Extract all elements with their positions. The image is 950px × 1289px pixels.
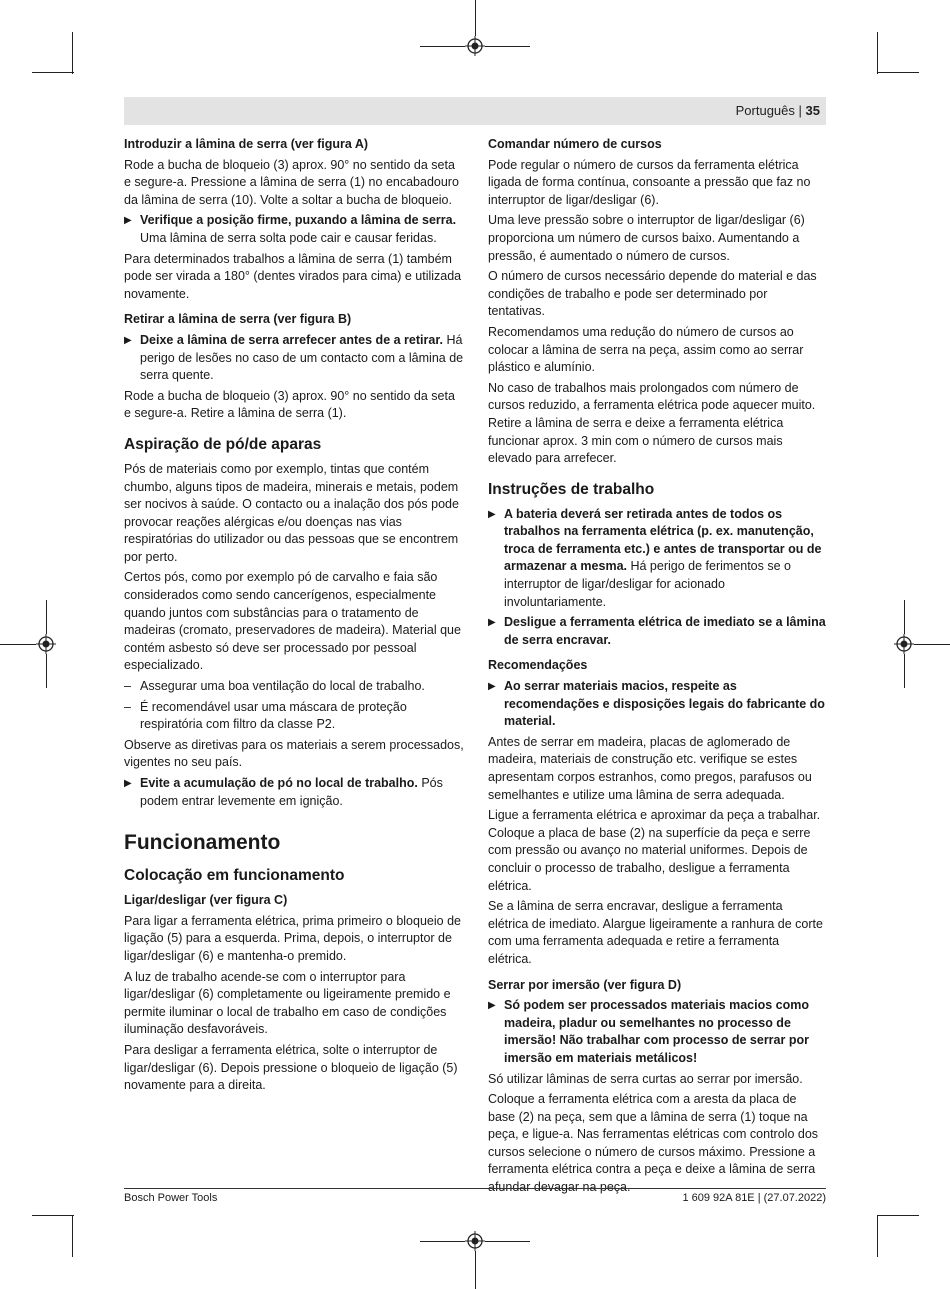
heading-starting-operation: Colocação em funcionamento <box>124 867 345 885</box>
crop-mark <box>72 32 73 74</box>
paragraph: Para determinados trabalhos a lâmina de serra (1) também pode ser virada a 180° (dentes virados para cima) e utilizada novamente. <box>124 251 462 301</box>
warning-item <box>124 212 464 247</box>
heading-working-advice: Instruções de trabalho <box>488 480 655 498</box>
subheading-on-off: Ligar/desligar (ver figura C) <box>124 893 288 908</box>
warning-item <box>488 997 826 1067</box>
triangle-bullet-icon: ▶ <box>488 508 496 520</box>
paragraph: Pode regular o número de cursos da ferramenta elétrica ligada de forma contínua, consoante a pressão que faz no interruptor de ligar/desligar (6). <box>488 157 811 207</box>
crop-mark <box>877 1215 878 1257</box>
paragraph: Recomendamos uma redução do número de cursos ao colocar a lâmina de serra na peça, assim como ao serrar plástico e alumínio. <box>488 324 804 375</box>
footer-rule <box>124 1188 826 1189</box>
paragraph: Coloque a ferramenta elétrica com a aresta da placa de base (2) na peça, sem que a lâmina de serra (1) toque na peça, e ligue-a. Nas ferramentas elétricas com controlo dos cursos selecione o número de cursos máximo. Pressione a ferramenta elétrica contra a peça e deixe a lâmina de serra <box>488 1092 819 1177</box>
warning-bold: Verifique a posição firme, puxando a lâmina de serra. <box>140 213 457 228</box>
paragraph: Ligue a ferramenta elétrica e aproximar da peça a trabalhar. Coloque a placa de base (2) na superfície da peça e serre com pressão ou avanço no material uniformes. Depois de concluir o processo de trabalho, desligue a ferramenta elétrica. <box>488 808 821 893</box>
paragraph: Pós de materiais como por exemplo, tintas que contém chumbo, alguns tipos de madeira, minerais e metais, podem ser nocivos à saúde. O contacto ou a inalação dos pós pode provocar reações alérgicas e/ou doenças nas vias respiratórias do utilizador ou das pessoas que se encontrem por perto. <box>124 461 459 564</box>
crop-mark <box>914 644 950 645</box>
registration-mark-icon <box>894 634 914 654</box>
page-header <box>124 97 826 125</box>
subheading-remove-blade: Retirar a lâmina de serra (ver figura B) <box>124 312 352 327</box>
left-column <box>124 136 464 1098</box>
warning-bold: Desligue a ferramenta elétrica de imediato se a lâmina de serra encravar. <box>504 615 826 647</box>
paragraph: Se a lâmina de serra encravar, desligue a ferramenta elétrica de imediato. Alargue ligeiramente a ranhura de corte com uma ferramenta adequada e retire a ferramenta elétrica. <box>488 899 823 966</box>
crop-mark <box>475 1251 476 1289</box>
crop-mark <box>485 1241 530 1242</box>
dash-item-text: Assegurar uma boa ventilação do local de trabalho. <box>140 679 425 694</box>
paragraph: Antes de serrar em madeira, placas de aglomerado de madeira, materiais de construção etc. verifique se estes apresentam corpos estranhos, como pregos, parafusos ou semelhantes e utilize uma lâmina de serra adequada. <box>488 734 812 802</box>
registration-mark-icon <box>36 634 56 654</box>
crop-mark <box>46 600 47 634</box>
warning-text: Uma lâmina de serra solta pode cair e causar feridas. <box>140 230 437 245</box>
subheading-insert-blade: Introduzir a lâmina de serra (ver figura A) <box>124 137 369 151</box>
crop-mark <box>877 1215 919 1216</box>
subheading-plunge-cutting: Serrar por imersão (ver figura D) <box>488 977 682 992</box>
warning-item <box>488 614 826 649</box>
crop-mark <box>46 654 47 688</box>
paragraph: Certos pós, como por exemplo pó de carvalho e faia são considerados como sendo cancerígenos, especialmente quando juntos com substâncias para o tratamento de madeiras (cromato, preservadores de madeira). Material que contém asbesto só deve ser processado por pessoal especializado. <box>124 570 461 673</box>
crop-mark <box>877 32 878 74</box>
crop-mark <box>904 654 905 688</box>
registration-mark-icon <box>465 1231 485 1251</box>
triangle-bullet-icon: ▶ <box>488 1000 496 1012</box>
warning-bold: Só podem ser processados materiais macios como madeira, pladur ou semelhantes no processo de imersão! Não trabalhar com processo de serrar por imersão em materiais metálicos! <box>504 998 809 1065</box>
paragraph: Rode a bucha de bloqueio (3) aprox. 90° no sentido da seta e segure-a. Retire a lâmina de serra (1). <box>124 388 455 421</box>
crop-mark <box>32 1215 74 1216</box>
warning-bold: A bateria deverá ser retirada antes de todos os trabalhos na ferramenta elétrica (p. ex. manutenção, troca de ferramenta etc.) e antes de transportar ou de armazenar a mesma. <box>504 506 822 574</box>
warning-item <box>124 332 464 385</box>
paragraph: No caso de trabalhos mais prolongados com número de cursos reduzido, a ferramenta elétrica pode aquecer muito. Retire a lâmina de serra e deixe a ferramenta elétrica funcionar aprox. 3 min com o número de cursos mais elevado para arrefecer. <box>488 380 816 466</box>
crop-mark <box>420 1241 465 1242</box>
paragraph: Uma leve pressão sobre o interruptor de ligar/desligar (6) proporciona um número de cursos baixo. Aumentando a pressão, é aumentado o número de cursos. <box>488 213 805 263</box>
header-language: Português <box>735 103 795 118</box>
warning-item <box>488 678 826 731</box>
heading-operation: Funcionamento <box>124 831 281 855</box>
crop-mark <box>485 46 530 47</box>
crop-mark <box>32 72 74 73</box>
dash-bullet: – <box>124 679 131 694</box>
crop-mark <box>72 1215 73 1257</box>
paragraph: Observe as diretivas para os materiais a serem processados, vigentes no seu país. <box>124 737 464 770</box>
crop-mark <box>475 0 476 36</box>
registration-mark-icon <box>465 36 485 56</box>
dash-item <box>124 699 464 734</box>
crop-mark <box>0 644 36 645</box>
warning-bold: Ao serrar materiais macios, respeite as recomendações e disposições legais do fabricante do material. <box>504 679 825 729</box>
warning-text: Há perigo de lesões no caso de um contacto com a lâmina de serra quente. <box>140 332 464 383</box>
warning-item <box>124 775 464 810</box>
right-column <box>488 136 826 1200</box>
subheading-stroke-rate: Comandar número de cursos <box>488 137 662 151</box>
triangle-bullet-icon: ▶ <box>488 617 496 629</box>
paragraph: Para ligar a ferramenta elétrica, prima primeiro o bloqueio de ligação (5) para a esquerda. Prima, depois, o interruptor de ligar/desligar (6) e mantenha-o premido. <box>124 913 461 963</box>
paragraph: Rode a bucha de bloqueio (3) aprox. 90° no sentido da seta e segure-a. Pressione a lâmina de serra (1) no encabadouro da lâmina de serra (10). Volte a soltar a bucha de bloqueio. <box>124 157 459 207</box>
warning-text: Pós podem entrar levemente em ignição. <box>140 776 443 808</box>
paragraph: Para desligar a ferramenta elétrica, solte o interruptor de ligar/desligar (6). Depois pressione o bloqueio de ligação (5) novamente para a direita. <box>124 1042 458 1093</box>
subheading-recommendations: Recomendações <box>488 658 588 673</box>
triangle-bullet-icon: ▶ <box>124 778 132 789</box>
warning-item <box>488 506 826 612</box>
paragraph: Só utilizar lâminas de serra curtas ao serrar por imersão. <box>488 1071 803 1086</box>
paragraph: A luz de trabalho acende-se com o interruptor para ligar/desligar (6) completamente ou ligeiramente premido e permite iluminar o local de trabalho em caso de condições iluminação desfavoráveis. <box>124 969 451 1037</box>
warning-bold: Evite a acumulação de pó no local de trabalho. <box>140 776 418 790</box>
crop-mark <box>877 72 919 73</box>
header-separator: | <box>798 103 802 118</box>
warning-bold: Deixe a lâmina de serra arrefecer antes de a retirar. <box>140 332 443 347</box>
triangle-bullet-icon: ▶ <box>124 334 132 346</box>
page-number: 35 <box>805 103 820 118</box>
dash-item-text: É recomendável usar uma máscara de proteção respiratória com filtro da classe P2. <box>140 699 407 732</box>
dash-bullet: – <box>124 699 131 714</box>
footer-brand: Bosch Power Tools <box>124 1192 218 1204</box>
triangle-bullet-icon: ▶ <box>488 681 496 693</box>
footer-doc-number: 1 609 92A 81E | (27.07.2022) <box>682 1192 826 1204</box>
paragraph: O número de cursos necessário depende do material e das condições de trabalho e pode ser determinado por tentativas. <box>488 269 817 319</box>
warning-text: Há perigo de ferimentos se o interruptor de ligar/desligar for acionado involuntariamente. <box>504 559 791 609</box>
crop-mark <box>420 46 465 47</box>
dash-item <box>124 678 464 696</box>
triangle-bullet-icon: ▶ <box>124 215 132 227</box>
heading-dust-extraction: Aspiração de pó/de aparas <box>124 435 322 453</box>
header-label <box>736 103 820 118</box>
crop-mark <box>904 600 905 634</box>
